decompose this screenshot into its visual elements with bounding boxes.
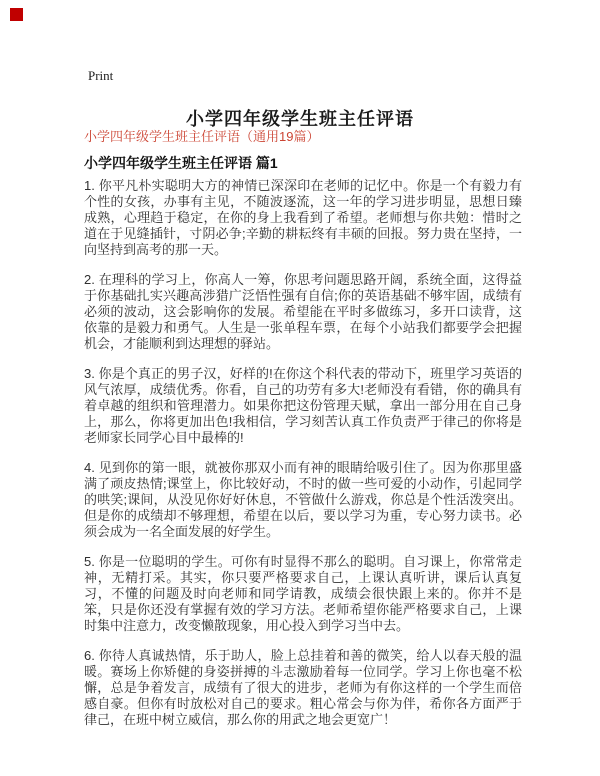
paragraph-2: 2. 在理科的学习上，你高人一筹，你思考问题思路开阔，系统全面，这得益于你基础扎实兴趣高涉猎广泛悟性强有自信;你的英语基础不够牢固，成绩有必须的波动，这会影响你的发展。希望能在平时多做练习，多开口读背，这依靠的是毅力和勇气。人生是一张单程车票，在每个小站我们都要学会把握机会，才能顺利到达理想的驿站。 xyxy=(84,272,522,351)
paragraph-3: 3. 你是个真正的男子汉，好样的!在你这个科代表的带动下，班里学习英语的风气浓厚，成绩优秀。你看，自己的功劳有多大!老师没有看错，你的确具有着卓越的组织和管理潜力。如果你把这份管理天赋，拿出一部分用在自己身上，那么，你将更加出色!我相信，学习刻苦认真工作负责严于律己的你将是老师家长同学心目中最棒的! xyxy=(84,366,522,445)
page-title: 小学四年级学生班主任评语 xyxy=(186,109,414,130)
paragraph-4: 4. 见到你的第一眼，就被你那双小而有神的眼睛给吸引住了。因为你那里盛满了顽皮热情;课堂上，你比较好动，不时的做一些可爱的小动作，引起同学的哄笑;课间，从没见你好好休息，不管做什么游戏，你总是个性活泼突出。但是你的成绩却不够理想，希望在以后，要以学习为重，专心努力读书。必须会成为一名全面发展的好学生。 xyxy=(84,460,522,539)
print-link[interactable]: Print xyxy=(88,68,114,83)
section-heading: 小学四年级学生班主任评语 篇1 xyxy=(84,155,278,171)
paragraph-5: 5. 你是一位聪明的学生。可你有时显得不那么的聪明。自习课上，你常常走神，无精打采。其实，你只要严格要求自己，上课认真听讲，课后认真复习，不懂的问题及时向老师和同学请教，成绩会很快跟上来的。你并不是笨，只是你还没有掌握有效的学习方法。老师希望你能严格要求自己，上课时集中注意力，改变懒散现象，用心投入到学习当中去。 xyxy=(84,554,522,633)
page-subtitle: 小学四年级学生班主任评语（通用19篇） xyxy=(84,129,320,144)
red-marker-square xyxy=(10,8,23,21)
paragraph-1: 1. 你平凡朴实聪明大方的神情已深深印在老师的记忆中。你是一个有毅力有个性的女孩，办事有主见，不随波逐流，这一年的学习进步明显，思想日臻成熟，心理趋于稳定，在你的身上我看到了希望。老师想与你共勉：惜时之道在于见缝插针，寸阴必争;辛勤的耕耘终有丰硕的回报。努力贵在坚持，一向坚持到高考的那一天。 xyxy=(84,178,522,257)
paragraph-6: 6. 你待人真诚热情，乐于助人，脸上总挂着和善的微笑，给人以春天般的温暖。赛场上你矫健的身姿拼搏的斗志激励着每一位同学。学习上你也毫不松懈，总是争着发言，成绩有了很大的进步，老师为有你这样的一个学生而倍感自豪。但你有时放松对自己的要求。粗心常会与你为伴，希你各方面严于律己，在班中树立威信，那么你的用武之地会更宽广！ xyxy=(84,648,522,727)
article-body xyxy=(84,178,522,742)
